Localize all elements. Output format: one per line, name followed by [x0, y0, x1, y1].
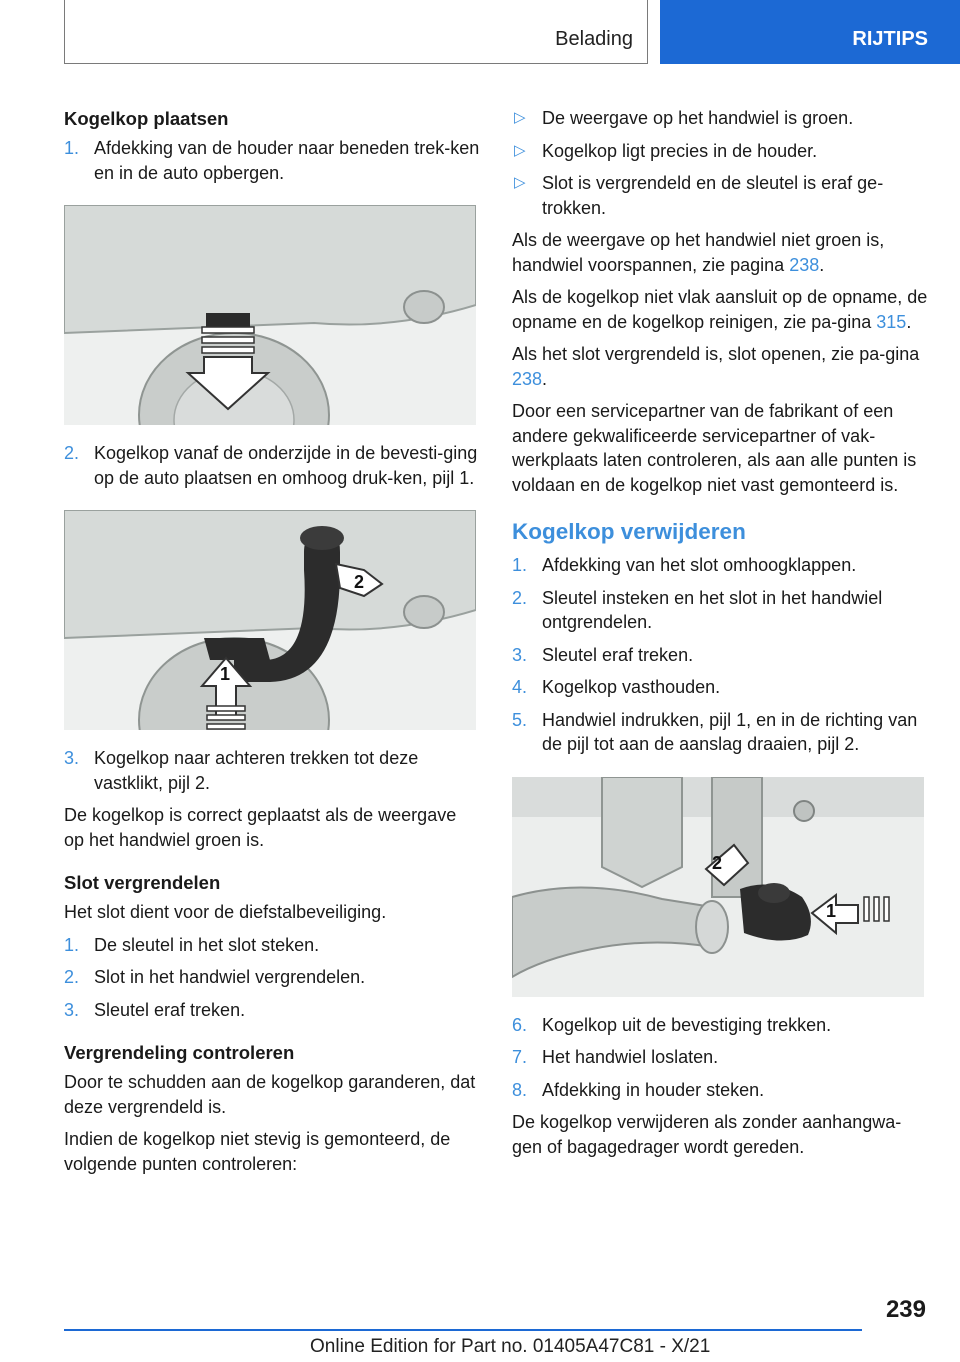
step-number: 2.: [64, 443, 80, 463]
step-remove-4: [512, 675, 928, 700]
paragraph-service-partner: Door een servicepartner van de fabrikant of een andere gekwalificeerde servicepartner of vak‐werkplaats laten controleren, als aan alle punten is voldaan en de kogelkop niet vast gemonteerd is.: [512, 401, 917, 495]
step-text: Kogelkop vasthouden.: [542, 677, 721, 697]
page-number: 239: [885, 1296, 926, 1323]
triangle-bullet-icon: ▷: [514, 174, 526, 191]
check-item-1: [512, 106, 928, 131]
figure-cover-removal-illustration: [64, 205, 476, 425]
step-remove-7: [512, 1045, 928, 1070]
step-text: Afdekking in houder steken.: [542, 1079, 765, 1100]
paragraph-text: Als de kogelkop niet vlak aansluit op de opname, de opname en de kogelkop reinigen, zie pa‐gina: [512, 287, 928, 332]
paragraph-correct-installed: De kogelkop is correct geplaatst als de weergave op het handwiel groen is.: [64, 805, 457, 850]
figure-cover-removal: [64, 205, 476, 425]
page-link-238[interactable]: 238: [789, 254, 820, 275]
step-number: 6.: [512, 1014, 528, 1035]
check-item-2: [512, 139, 928, 164]
step-number: 1.: [64, 934, 80, 955]
figure-label-2: 2: [354, 572, 365, 592]
step-number: 2.: [512, 587, 528, 608]
step-number: 3.: [512, 644, 528, 665]
step-place-2: [64, 441, 480, 490]
step-number: 1.: [64, 138, 80, 158]
paragraph-text: Als het slot vergrendeld is, slot openen, zie pa‐gina: [512, 344, 920, 364]
triangle-bullet-icon: ▷: [514, 141, 526, 159]
figure-ball-insert: [64, 510, 476, 730]
step-number: 8.: [512, 1079, 528, 1100]
step-remove-5: [512, 708, 928, 757]
step-number: 3.: [64, 999, 80, 1020]
step-text: Handwiel indrukken, pijl 1, en in de richting van de pijl tot aan de aanslag draaien, pijl 2.: [542, 709, 918, 754]
step-text: Slot in het handwiel vergrendelen.: [94, 967, 366, 987]
step-lock-1: [64, 933, 480, 958]
step-text: Sleutel eraf treken.: [94, 999, 246, 1020]
check-text: Slot is vergrendeld en de sleutel is eraf ge‐trokken.: [542, 173, 884, 218]
check-text: De weergave op het handwiel is groen.: [542, 108, 854, 128]
figure-label-1: 1: [826, 900, 837, 921]
step-text: Het handwiel loslaten.: [542, 1047, 719, 1067]
paragraph-check-shake: Door te schudden aan de kogelkop garanderen, dat deze vergrendeld is.: [64, 1072, 476, 1117]
step-lock-3: [64, 998, 480, 1023]
step-text: Sleutel eraf treken.: [542, 644, 694, 665]
step-remove-1: [512, 553, 928, 578]
header-section-box: [64, 0, 648, 64]
figure-ball-insert-illustration: [64, 510, 476, 730]
header-chapter-label: RIJTIPS: [852, 28, 928, 50]
paragraph-lock-purpose: Het slot dient voor de diefstalbeveiliging.: [64, 902, 387, 922]
heading-vergrendeling-controleren: Vergrendeling controleren: [64, 1042, 295, 1063]
step-remove-2: [512, 586, 928, 635]
heading-kogelkop-plaatsen: Kogelkop plaatsen: [64, 108, 229, 129]
paragraph-not-green: Als de weergave op het handwiel niet groen is, handwiel voorspannen, zie pagina 238.: [512, 230, 885, 275]
figure-label-2: 2: [712, 852, 723, 873]
heading-slot-vergrendelen: Slot vergrendelen: [64, 872, 221, 893]
step-number: 5.: [512, 709, 528, 730]
figure-label-1: 1: [220, 664, 231, 684]
page-link-315[interactable]: 315: [876, 311, 907, 332]
step-lock-2: [64, 965, 480, 990]
paragraph-text: Als de weergave op het handwiel niet groen is, handwiel voorspannen, zie pagina: [512, 230, 885, 275]
paragraph-lock-locked: Als het slot vergrendeld is, slot openen, zie pa‐gina 238.: [512, 344, 920, 389]
paragraph-not-flush: Als de kogelkop niet vlak aansluit op de opname, de opname en de kogelkop reinigen, zie pa‐gina 315.: [512, 287, 928, 332]
step-remove-6: [512, 1013, 928, 1038]
figure-handwheel-release-illustration: [512, 777, 924, 997]
figure-handwheel-release: [512, 777, 924, 997]
footer-divider: [64, 1329, 862, 1331]
step-text: Sleutel insteken en het slot in het handwiel ontgrendelen.: [542, 587, 883, 632]
heading-kogelkop-verwijderen: Kogelkop verwijderen: [512, 519, 746, 544]
step-number: 4.: [512, 677, 528, 697]
left-column: [64, 106, 480, 1184]
step-remove-3: [512, 643, 928, 668]
step-text: Kogelkop naar achteren trekken tot deze vastklikt, pijl 2.: [94, 748, 419, 793]
step-text: Afdekking van het slot omhoogklappen.: [542, 555, 857, 575]
check-text: Kogelkop ligt precies in de houder.: [542, 140, 818, 161]
step-place-1: [64, 136, 480, 185]
step-text: Afdekking van de houder naar beneden trek‐ken en in de auto opbergen.: [94, 138, 480, 183]
step-text: Kogelkop uit de bevestiging trekken.: [542, 1014, 832, 1035]
step-number: 7.: [512, 1047, 528, 1067]
paragraph-check-points: Indien de kogelkop niet stevig is gemonteerd, de volgende punten controleren:: [64, 1129, 451, 1174]
header-section-title: Belading: [555, 28, 633, 50]
step-text: De sleutel in het slot steken.: [94, 934, 320, 955]
step-number: 1.: [512, 555, 528, 575]
triangle-bullet-icon: ▷: [514, 109, 526, 126]
step-number: 2.: [64, 967, 80, 987]
footer-edition: Online Edition for Part no. 01405A47C81 - X/21: [310, 1336, 711, 1357]
header-chapter-tab[interactable]: [660, 0, 960, 64]
step-place-3: [64, 746, 480, 795]
right-column: [512, 106, 928, 1167]
paragraph-remove-when: De kogelkop verwijderen als zonder aanhangwa‐gen of bagagedrager wordt gereden.: [512, 1112, 902, 1157]
check-item-3: [512, 171, 928, 220]
step-remove-8: [512, 1078, 928, 1103]
step-text: Kogelkop vanaf de onderzijde in de bevesti‐ging op de auto plaatsen en omhoog druk‐ken, pijl 1.: [94, 443, 478, 488]
step-number: 3.: [64, 748, 80, 768]
page-link-238[interactable]: 238: [512, 368, 543, 389]
